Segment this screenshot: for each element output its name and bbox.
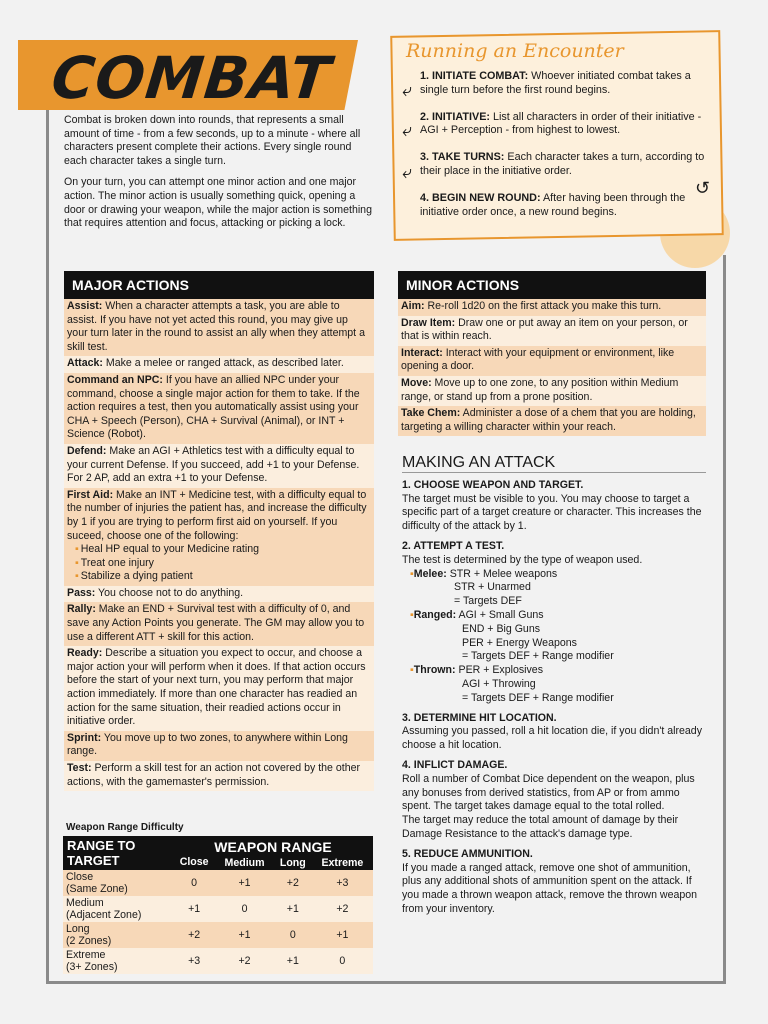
encounter-step xyxy=(420,111,718,139)
weapon-type: Thrown: xyxy=(413,664,456,677)
column-header: Extreme xyxy=(312,855,373,870)
step-text: Assuming you passed, roll a hit location die, if you didn't already choose a hit location. xyxy=(402,725,702,752)
intro-paragraph-2: On your turn, you can attempt one minor action and one major action. The minor action is usually something quick, opening a door or drawing your weapon, while the major action is something that requires attention and focus, attacking or picking a lock. xyxy=(64,176,372,230)
first-aid-option: ▪ Treat one injury xyxy=(67,557,371,571)
step-text: The target may reduce the total amount of damage by their Damage Resistance to the attack's damage type. xyxy=(402,814,679,840)
action-text: Make an END + Survival test with a difficulty of 0, and save any Action Points you generate. The GM may allow you to use a different ATT + skill for this action. xyxy=(67,603,365,643)
curved-arrow-icon: ⤶ xyxy=(402,80,413,100)
table-cell: +2 xyxy=(173,922,215,948)
action-name: Command an NPC: xyxy=(67,373,163,386)
table-cell: 0 xyxy=(215,896,274,922)
action-name: Attack: xyxy=(67,357,103,370)
step-text: The target must be visible to you. You may choose to target a specific part of a target creature or character. This increases the difficulty of the attack by 1. xyxy=(402,492,702,533)
row-label-sub: (Adjacent Zone) xyxy=(66,909,142,921)
step-heading: 1. CHOOSE WEAPON AND TARGET. xyxy=(402,478,584,491)
table-cell: 0 xyxy=(274,922,312,948)
row-label-main: Medium xyxy=(66,897,104,909)
step-heading: 4. INFLICT DAMAGE. xyxy=(402,758,508,771)
making-an-attack xyxy=(402,456,706,917)
intro-paragraph-1: Combat is broken down into rounds, that represents a small amount of time - from a few seconds, up to a minute - where all characters present complete their actions. Every single round each character takes a single turn. xyxy=(64,114,361,167)
loop-arrow-icon: ↺ xyxy=(695,178,711,198)
action-text: You move up to two zones, to anywhere within Long range. xyxy=(67,731,348,758)
step-heading: 3. DETERMINE HIT LOCATION. xyxy=(402,711,557,724)
list-item xyxy=(398,346,706,376)
table-cell: +3 xyxy=(173,948,215,974)
intro-text xyxy=(64,114,374,239)
step-text: Each character takes a turn, according to their place in the initiative order. xyxy=(420,151,705,177)
table-cell: 0 xyxy=(312,948,373,974)
first-aid-option: ▪ Heal HP equal to your Medicine rating xyxy=(67,543,371,557)
weapon-type: Melee: xyxy=(413,567,447,580)
action-text: Re-roll 1d20 on the first attack you make this turn. xyxy=(424,300,662,312)
row-label-sub: (2 Zones) xyxy=(66,935,112,947)
action-name: Aim: xyxy=(401,300,425,312)
weapon-skill: AGI + Small Guns xyxy=(458,608,544,621)
row-label-sub: (3+ Zones) xyxy=(66,961,118,973)
action-name: Assist: xyxy=(67,300,103,312)
minor-actions-list xyxy=(398,299,706,436)
weapon-skill: AGI + Throwing xyxy=(462,677,536,690)
list-item xyxy=(64,761,374,791)
major-actions-heading: MAJOR ACTIONS xyxy=(64,271,374,299)
row-label xyxy=(63,948,173,974)
action-text: When a character attempts a task, you are able to assist. If you have not yet acted this round, you may give up your turn later in the round to assist an ally when they attempt a skill test. xyxy=(67,300,365,353)
action-name: Defend: xyxy=(67,444,107,457)
list-item xyxy=(64,731,374,761)
first-aid-option: ▪ Stabilize a dying patient xyxy=(67,570,371,584)
action-name: First Aid: xyxy=(67,488,114,501)
action-name: Draw Item: xyxy=(401,316,456,329)
step-head: 1. INITIATE COMBAT: xyxy=(420,70,529,82)
action-text: You choose not to do anything. xyxy=(95,586,244,599)
ranged-line: ▪Ranged: AGI + Small Guns xyxy=(410,608,544,621)
step-text: If you made a ranged attack, remove one shot of ammunition, plus any additional shots of ammunition spent on the attack. If you made a thrown weapon attack, remove the thrown weapon from your inventory. xyxy=(402,861,698,915)
weapon-type: Ranged: xyxy=(413,608,457,621)
action-text: Make an INT + Medicine test, with a difficulty equal to the number of injuries the patient has, and increase the difficulty by 1 if you are trying to perform first aid on yourself. If you suceed, choose one of the following: xyxy=(67,488,367,542)
table-cell: +1 xyxy=(274,896,312,922)
thrown-line: ▪Thrown: PER + Explosives xyxy=(410,664,543,677)
curved-arrow-icon: ⤶ xyxy=(402,162,413,182)
table-cell: +1 xyxy=(312,922,373,948)
weapon-skill: PER + Explosives xyxy=(458,664,543,677)
action-text: Describe a situation you expect to occur, and choose a major action your will perform when it does. If that action occurs before the start of your next turn, you may perform that major action immediately. If more than one character has readied an action for the same situation, their readied actions occur in initiative order. xyxy=(67,647,366,728)
list-item xyxy=(64,444,374,488)
action-text: Make a melee or ranged attack, as described later. xyxy=(102,357,344,370)
table-cell: +1 xyxy=(274,948,312,974)
step-text: Whoever initiated combat takes a single turn before the first round begins. xyxy=(420,70,691,96)
row-label xyxy=(63,896,173,922)
frame-right xyxy=(723,255,726,984)
column-header: Long xyxy=(274,855,312,870)
action-name: Interact: xyxy=(401,346,443,359)
list-item xyxy=(64,586,374,603)
action-name: Move: xyxy=(401,376,432,389)
frame-bottom xyxy=(46,981,726,984)
weapon-target: = Targets DEF + Range modifier xyxy=(462,650,614,663)
encounter-steps xyxy=(420,70,718,232)
list-item xyxy=(64,356,374,373)
row-label xyxy=(63,922,173,948)
list-item xyxy=(64,373,374,444)
step-text: The test is determined by the type of weapon used. xyxy=(402,553,643,566)
action-text: Perform a skill test for an action not covered by the other actions, with the gamemaster's permission. xyxy=(67,762,361,788)
frame-left xyxy=(46,44,54,984)
major-actions-list xyxy=(64,299,374,791)
weapon-target: = Targets DEF xyxy=(454,595,522,608)
melee-line: ▪Melee: STR + Melee weapons xyxy=(410,567,558,580)
step-text: List all characters in order of their initiative - AGI + Perception - from highest to lowest. xyxy=(420,110,702,137)
action-text: Move up to one zone, to any position within Medium range, or stand up from a prone position. xyxy=(401,376,679,403)
table-row xyxy=(63,948,373,974)
table-cell: +2 xyxy=(312,896,373,922)
table-cell: +1 xyxy=(215,922,274,948)
action-name: Take Chem: xyxy=(401,407,461,420)
row-label xyxy=(63,870,173,896)
action-text: If you have an allied NPC under your command, choose a single major action for them to take. If the action requires a test, then you automatically assist using your CHA + Speech (Person), CHA + Survival (Animal), or INT + Science (Robot). xyxy=(67,373,360,441)
encounter-step xyxy=(420,192,718,220)
action-name: Ready: xyxy=(67,647,103,660)
list-item xyxy=(64,299,374,356)
encounter-title: Running an Encounter xyxy=(406,40,624,62)
range-table xyxy=(63,836,373,974)
step-head: 4. BEGIN NEW ROUND: xyxy=(420,191,541,204)
action-name: Rally: xyxy=(67,603,96,616)
weapon-skill: STR + Melee weapons xyxy=(449,567,558,580)
action-text: Make an AGI + Athletics test with a difficulty equal to your current Defense. If you succeed, add +1 to your Defense. For 2 AP, add an extra +1 to your Defense. xyxy=(67,444,360,485)
list-item xyxy=(398,376,706,406)
encounter-step xyxy=(420,151,718,179)
list-item xyxy=(64,488,374,586)
column-header: Medium xyxy=(215,855,274,870)
action-name: Sprint: xyxy=(67,731,102,744)
range-table-caption: Weapon Range Difficulty xyxy=(66,822,184,833)
table-cell: +2 xyxy=(215,948,274,974)
range-table-corner: RANGE TO TARGET xyxy=(63,836,173,870)
action-text: Administer a dose of a chem that you are holding, targeting a willing character within your reach. xyxy=(401,407,696,433)
step-heading: 2. ATTEMPT A TEST. xyxy=(402,539,505,552)
weapon-skill: STR + Unarmed xyxy=(454,581,531,594)
weapon-skill: END + Big Guns xyxy=(462,622,541,635)
row-label-main: Extreme xyxy=(66,949,106,961)
attack-heading: MAKING AN ATTACK xyxy=(402,456,706,473)
list-item xyxy=(398,299,706,316)
table-cell: +2 xyxy=(274,870,312,896)
list-item xyxy=(398,316,706,346)
table-cell: 0 xyxy=(173,870,215,896)
minor-actions-heading: MINOR ACTIONS xyxy=(398,271,706,299)
step-head: 2. INITIATIVE: xyxy=(420,110,490,123)
row-label-sub: (Same Zone) xyxy=(66,883,128,895)
step-head: 3. TAKE TURNS: xyxy=(420,151,505,164)
action-name: Test: xyxy=(67,762,92,774)
curved-arrow-icon: ⤶ xyxy=(402,120,413,140)
table-cell: +1 xyxy=(215,870,274,896)
row-label-main: Close xyxy=(66,871,94,883)
weapon-skill: PER + Energy Weapons xyxy=(462,636,577,649)
action-text: Draw one or put away an item on your person, or that is within reach. xyxy=(401,316,688,343)
table-row xyxy=(63,870,373,896)
table-row xyxy=(63,896,373,922)
list-item xyxy=(64,602,374,646)
range-table-group: WEAPON RANGE xyxy=(173,836,373,855)
step-text: After having been through the initiative order once, a new round begins. xyxy=(420,191,686,218)
step-text: Roll a number of Combat Dice dependent on the weapon, plus any bonuses from derived statistics, from AP or from ammo spent. The target takes damage equal to the total rolled. xyxy=(402,772,695,813)
list-item xyxy=(64,646,374,731)
page-title: COMBAT xyxy=(48,44,335,112)
action-name: Pass: xyxy=(67,586,96,599)
column-header: Close xyxy=(173,855,215,870)
weapon-target: = Targets DEF + Range modifier xyxy=(462,691,614,704)
action-text: Interact with your equipment or environment, like opening a door. xyxy=(401,346,675,373)
table-cell: +1 xyxy=(173,896,215,922)
row-label-main: Long xyxy=(66,923,90,935)
table-cell: +3 xyxy=(312,870,373,896)
table-row xyxy=(63,922,373,948)
step-heading: 5. REDUCE AMMUNITION. xyxy=(402,847,533,860)
list-item xyxy=(398,406,706,436)
encounter-step xyxy=(420,70,718,98)
